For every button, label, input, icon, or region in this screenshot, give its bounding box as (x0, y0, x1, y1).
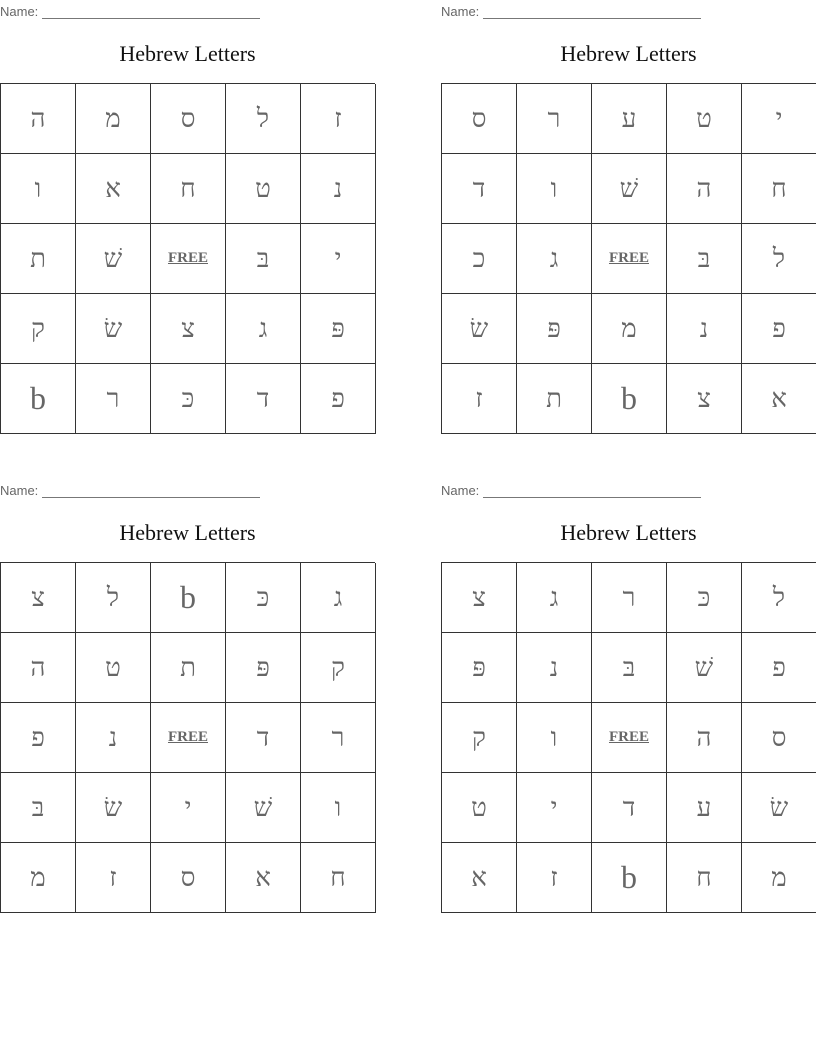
bingo-cell: בּ (592, 633, 667, 703)
bingo-cell: ה (667, 154, 742, 224)
bingo-cell: צ (1, 563, 76, 633)
bingo-cell: י (742, 84, 816, 154)
bingo-cell: ר (592, 563, 667, 633)
bingo-cell: ה (667, 703, 742, 773)
bingo-cell: ל (226, 84, 301, 154)
bingo-cell: ר (301, 703, 376, 773)
bingo-cell: בּ (1, 773, 76, 843)
bingo-cell: ח (301, 843, 376, 913)
bingo-cell: ד (592, 773, 667, 843)
bingo-grid (0, 83, 375, 434)
bingo-cell: ד (442, 154, 517, 224)
bingo-cell: ג (517, 563, 592, 633)
bingo-cell: י (151, 773, 226, 843)
bingo-grid (441, 83, 816, 434)
name-field[interactable] (0, 3, 260, 19)
name-label: Name: (0, 483, 39, 498)
bingo-cell: ס (151, 84, 226, 154)
bingo-cell: א (442, 843, 517, 913)
name-field[interactable] (441, 3, 701, 19)
bingo-cell: ט (76, 633, 151, 703)
bingo-cell: שׁ (667, 633, 742, 703)
bingo-cell: ז (76, 843, 151, 913)
bingo-grid (441, 562, 816, 913)
bingo-cell: ו (301, 773, 376, 843)
bingo-cell: שׂ (742, 773, 816, 843)
bingo-cell: ס (442, 84, 517, 154)
bingo-cell: צ (442, 563, 517, 633)
name-line[interactable] (42, 483, 260, 498)
bingo-cell: בּ (226, 224, 301, 294)
bingo-cell: ק (1, 294, 76, 364)
bingo-cell: ח (151, 154, 226, 224)
bingo-cell: י (517, 773, 592, 843)
bingo-cell: א (742, 364, 816, 434)
bingo-cell: ה (1, 633, 76, 703)
bingo-cell: ק (442, 703, 517, 773)
bingo-cell: ק (301, 633, 376, 703)
bingo-cell: ס (151, 843, 226, 913)
bingo-cell: ט (667, 84, 742, 154)
bingo-cell: פ (301, 364, 376, 434)
bingo-cell: ע (667, 773, 742, 843)
bingo-cell: פ (1, 703, 76, 773)
card-title: Hebrew Letters (560, 41, 697, 66)
name-line[interactable] (42, 4, 260, 19)
card-title: Hebrew Letters (560, 520, 697, 545)
free-space: FREE (151, 224, 226, 294)
name-label: Name: (0, 4, 39, 19)
bingo-cell: ו (1, 154, 76, 224)
bingo-cell: מ (76, 84, 151, 154)
bingo-cell: ג (517, 224, 592, 294)
bingo-cell: ע (592, 84, 667, 154)
bingo-cell: ו (517, 154, 592, 224)
bingo-cell: פּ (301, 294, 376, 364)
bingo-cell: ת (151, 633, 226, 703)
card-title: Hebrew Letters (119, 41, 256, 66)
name-field[interactable] (441, 482, 701, 498)
bingo-cell: שׂ (76, 773, 151, 843)
bingo-cell: ל (742, 563, 816, 633)
bingo-cell: שׁ (226, 773, 301, 843)
bingo-cell: b (1, 364, 76, 434)
bingo-cell: כ (442, 224, 517, 294)
bingo-cell: מ (592, 294, 667, 364)
bingo-cell: ה (1, 84, 76, 154)
bingo-cell: ג (226, 294, 301, 364)
bingo-cell: א (76, 154, 151, 224)
name-label: Name: (441, 483, 480, 498)
bingo-cell: b (592, 843, 667, 913)
bingo-cell: א (226, 843, 301, 913)
bingo-cell: ד (226, 364, 301, 434)
bingo-cell: כּ (667, 563, 742, 633)
card-title: Hebrew Letters (119, 520, 256, 545)
free-space: FREE (592, 703, 667, 773)
bingo-cell: נ (301, 154, 376, 224)
name-field[interactable] (0, 482, 260, 498)
bingo-cell: ז (301, 84, 376, 154)
bingo-grid (0, 562, 375, 913)
bingo-cell: ר (517, 84, 592, 154)
bingo-cell: מ (1, 843, 76, 913)
bingo-cell: שׁ (76, 224, 151, 294)
bingo-cell: ר (76, 364, 151, 434)
bingo-cell: פּ (517, 294, 592, 364)
bingo-cell: ז (442, 364, 517, 434)
name-line[interactable] (483, 4, 701, 19)
bingo-cell: ו (517, 703, 592, 773)
bingo-cell: פ (742, 294, 816, 364)
bingo-cell: נ (517, 633, 592, 703)
bingo-cell: ז (517, 843, 592, 913)
bingo-cell: צ (151, 294, 226, 364)
bingo-cell: שׂ (442, 294, 517, 364)
bingo-cell: ס (742, 703, 816, 773)
free-space: FREE (592, 224, 667, 294)
bingo-cell: פּ (226, 633, 301, 703)
bingo-cell: פּ (442, 633, 517, 703)
bingo-cell: בּ (667, 224, 742, 294)
bingo-cell: צ (667, 364, 742, 434)
bingo-cell: שׂ (76, 294, 151, 364)
bingo-cell: ג (301, 563, 376, 633)
bingo-cell: ח (667, 843, 742, 913)
bingo-cell: ט (226, 154, 301, 224)
bingo-cell: ת (1, 224, 76, 294)
bingo-cell: ט (442, 773, 517, 843)
bingo-cell: כּ (151, 364, 226, 434)
bingo-cell: נ (667, 294, 742, 364)
name-line[interactable] (483, 483, 701, 498)
free-space: FREE (151, 703, 226, 773)
bingo-cell: שׁ (592, 154, 667, 224)
bingo-cell: b (592, 364, 667, 434)
bingo-cell: ד (226, 703, 301, 773)
bingo-cell: ל (76, 563, 151, 633)
bingo-cell: b (151, 563, 226, 633)
bingo-cell: ת (517, 364, 592, 434)
bingo-cell: ל (742, 224, 816, 294)
bingo-cell: ח (742, 154, 816, 224)
bingo-cell: י (301, 224, 376, 294)
bingo-cell: פ (742, 633, 816, 703)
bingo-cell: נ (76, 703, 151, 773)
bingo-cell: כּ (226, 563, 301, 633)
name-label: Name: (441, 4, 480, 19)
bingo-cell: מ (742, 843, 816, 913)
